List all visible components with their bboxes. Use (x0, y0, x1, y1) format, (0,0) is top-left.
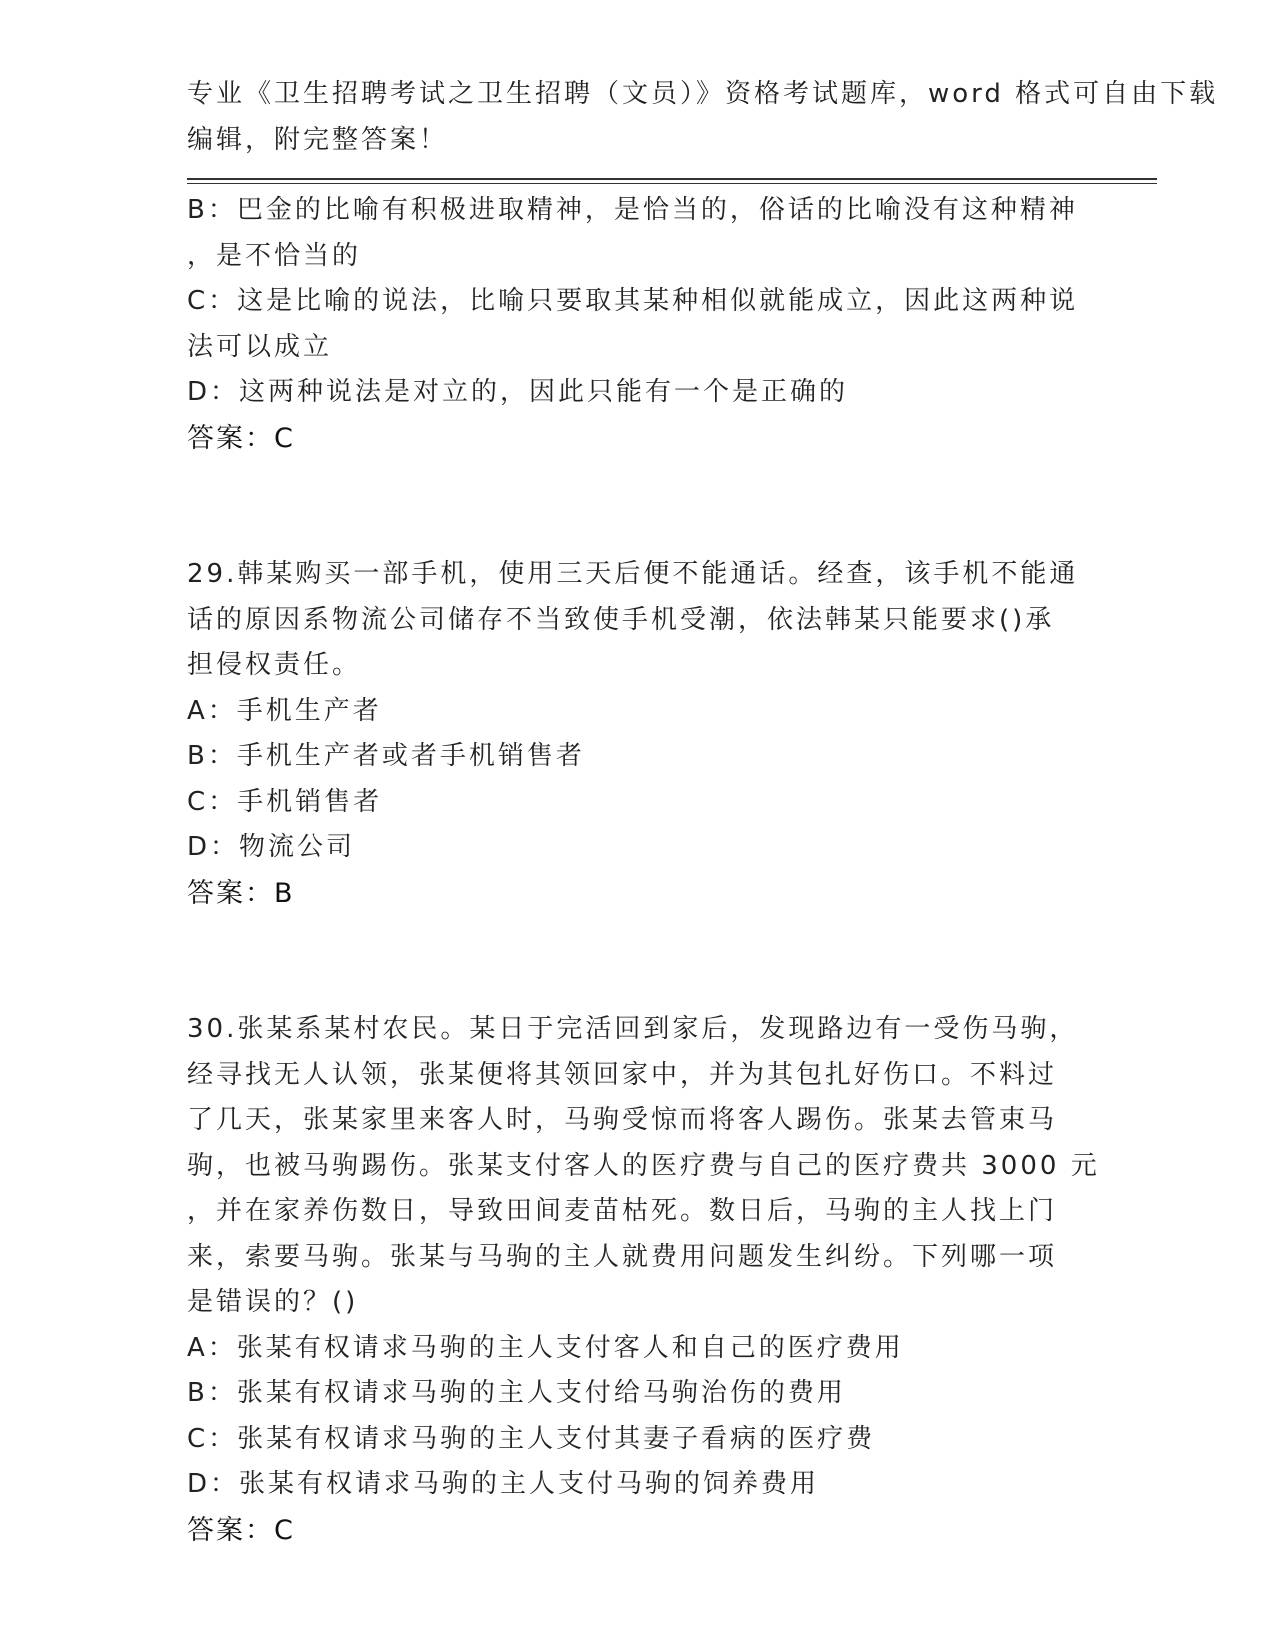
answer: 答案：B (187, 877, 295, 909)
option-b: B：巴金的比喻有积极进取精神，是恰当的，俗话的比喻没有这种精神 (187, 195, 1078, 225)
question-stem: 了几天，张某家里来客人时，马驹受惊而将客人踢伤。张某去管束马 (187, 1105, 1058, 1135)
header-divider-thin (187, 183, 1157, 184)
option-a: A：张某有权请求马驹的主人支付客人和自己的医疗费用 (187, 1332, 904, 1363)
option-c: C：这是比喻的说法，比喻只要取其某种相似就能成立，因此这两种说 (187, 286, 1079, 316)
option-d: D：这两种说法是对立的，因此只能有一个是正确的 (187, 377, 849, 407)
question-stem: 经寻找无人认领，张某便将其领回家中，并为其包扎好伤口。不料过 (187, 1059, 1058, 1090)
option-c: C：张某有权请求马驹的主人支付其妻子看病的医疗费 (187, 1423, 876, 1454)
question-stem: 话的原因系物流公司储存不当致使手机受潮，依法韩某只能要求()承 (187, 604, 1055, 635)
answer: 答案：C (187, 422, 295, 454)
answer: 答案：C (187, 1514, 295, 1546)
document-header (187, 72, 1219, 163)
option-c: C：手机销售者 (187, 786, 383, 817)
header-divider-thick (187, 178, 1157, 180)
option-d: D：张某有权请求马驹的主人支付马驹的饲养费用 (187, 1469, 820, 1499)
question-30 (187, 1007, 1100, 1553)
question-stem: 驹，也被马驹踢伤。张某支付客人的医疗费与自己的医疗费共 3000 元 (187, 1150, 1100, 1181)
document-body (187, 188, 1100, 1553)
question-29 (187, 552, 1087, 916)
option-d: D：物流公司 (187, 832, 356, 862)
question-stem: 29.韩某购买一部手机，使用三天后便不能通话。经查，该手机不能通 (187, 559, 1079, 589)
header-line: 专业《卫生招聘考试之卫生招聘（文员）》资格考试题库，word 格式可自由下载 (187, 79, 1219, 109)
question-stem: 是错误的？() (187, 1287, 359, 1317)
question-prev (187, 188, 1087, 461)
option-a: A：手机生产者 (187, 695, 382, 726)
question-stem: 30.张某系某村农民。某日于完活回到家后，发现路边有一受伤马驹， (187, 1014, 1079, 1044)
option-b: B：张某有权请求马驹的主人支付给马驹治伤的费用 (187, 1378, 846, 1408)
header-line: 编辑，附完整答案！ (187, 124, 449, 155)
question-stem: 来，索要马驹。张某与马驹的主人就费用问题发生纠纷。下列哪一项 (187, 1241, 1058, 1272)
question-stem: ，并在家养伤数日，导致田间麦苗枯死。数日后，马驹的主人找上门 (187, 1196, 1058, 1226)
option-b: B：手机生产者或者手机销售者 (187, 741, 585, 771)
question-stem: 担侵权责任。 (187, 650, 362, 680)
option-b-cont: ，是不恰当的 (187, 240, 362, 271)
option-c-cont: 法可以成立 (187, 331, 333, 362)
